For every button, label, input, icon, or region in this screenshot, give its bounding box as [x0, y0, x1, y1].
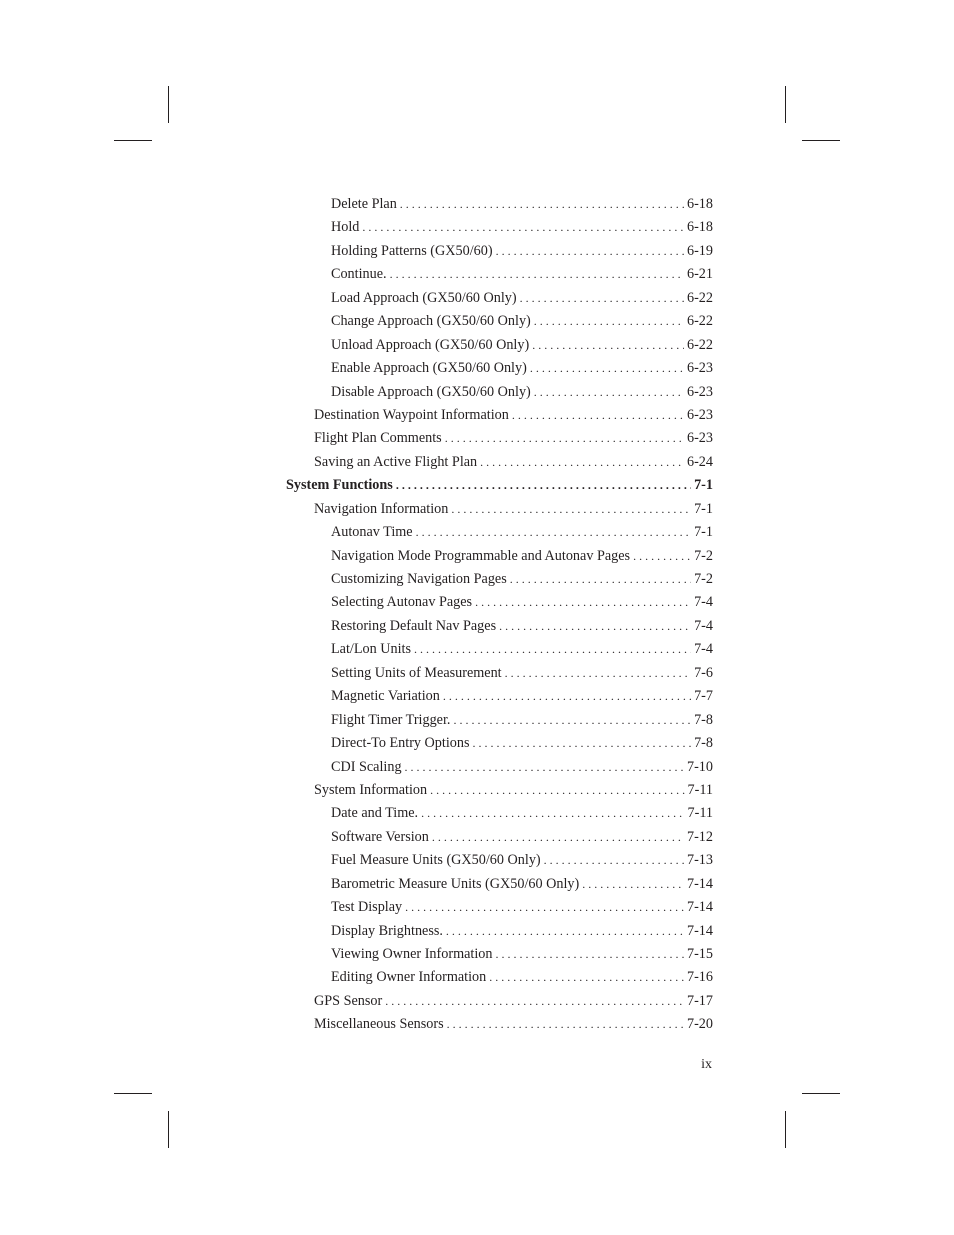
- toc-entry-page: 7-20: [686, 1016, 713, 1033]
- toc-entry-page: 7-16: [686, 969, 713, 986]
- toc-entry[interactable]: [286, 920, 713, 943]
- dot-leader: [414, 638, 691, 661]
- dot-leader: [480, 451, 684, 474]
- toc-entry[interactable]: [286, 404, 713, 427]
- toc-entry[interactable]: [286, 662, 713, 685]
- toc-entry-page: 7-15: [686, 946, 713, 962]
- dot-leader: [534, 310, 684, 333]
- toc-entry[interactable]: [286, 685, 713, 708]
- toc-entry-title: Software Version: [331, 828, 429, 845]
- toc-entry-title: System Functions: [286, 477, 393, 494]
- toc-entry[interactable]: [286, 615, 713, 638]
- toc-entry[interactable]: [286, 779, 713, 802]
- toc-entry[interactable]: [286, 990, 713, 1013]
- dot-leader: [430, 779, 684, 802]
- toc-entry-page: 6-23: [686, 430, 713, 447]
- toc-entry-title: Disable Approach (GX50/60 Only): [331, 383, 531, 400]
- toc-entry[interactable]: [286, 568, 713, 591]
- toc-entry-title: Fuel Measure Units (GX50/60 Only): [331, 852, 541, 869]
- crop-mark-top-left-horizontal: [114, 140, 152, 141]
- dot-leader: [385, 990, 684, 1013]
- page-number: ix: [701, 1057, 712, 1072]
- dot-leader: [633, 545, 691, 568]
- toc-entry[interactable]: [286, 943, 713, 966]
- toc-entry-title: CDI Scaling: [331, 758, 402, 775]
- toc-entry[interactable]: [286, 287, 713, 310]
- toc-entry[interactable]: [286, 263, 713, 286]
- toc-entry-title: Date and Time.: [331, 805, 419, 822]
- toc-entry-title: Continue.: [331, 266, 387, 283]
- dot-leader: [432, 826, 684, 849]
- toc-entry-title: Load Approach (GX50/60 Only): [331, 289, 517, 306]
- toc-entry-page: 7-6: [694, 664, 713, 681]
- toc-entry-title: Hold: [331, 219, 360, 236]
- crop-mark-bottom-left-vertical: [168, 1111, 169, 1148]
- toc-entry-page: 7-14: [686, 899, 713, 916]
- toc-entry-page: 7-14: [686, 875, 713, 892]
- dot-leader: [451, 498, 691, 521]
- toc-entry-page: 7-2: [694, 547, 713, 564]
- toc-entry-title: Delete Plan: [331, 196, 397, 212]
- toc-entry-title: Magnetic Variation: [331, 688, 440, 705]
- toc-entry[interactable]: [286, 966, 713, 989]
- toc-entry-title: Miscellaneous Sensors: [314, 1016, 444, 1033]
- toc-entry[interactable]: [286, 849, 713, 872]
- toc-entry-page: 7-8: [694, 735, 713, 752]
- toc-entry[interactable]: [286, 240, 713, 263]
- toc-entry[interactable]: [286, 357, 713, 380]
- toc-entry-page: 7-1: [694, 477, 713, 494]
- toc-entry[interactable]: [286, 709, 713, 732]
- toc-entry-page: 6-18: [686, 196, 713, 212]
- toc-entry-page: 7-12: [686, 828, 713, 845]
- crop-mark-top-right-horizontal: [802, 140, 840, 141]
- toc-entry[interactable]: [286, 474, 713, 497]
- toc-entry-title: Navigation Mode Programmable and Autonav Pages: [331, 547, 631, 564]
- dot-leader: [520, 287, 684, 310]
- dot-leader: [473, 732, 692, 755]
- dot-leader: [475, 591, 691, 614]
- toc-entry-title: Flight Timer Trigger.: [331, 711, 451, 728]
- toc-entry-title: System Information: [314, 781, 428, 798]
- toc-entry-page: 7-13: [686, 852, 713, 869]
- toc-entry[interactable]: [286, 873, 713, 896]
- dot-leader: [530, 357, 684, 380]
- toc-entry[interactable]: [286, 310, 713, 333]
- toc-entry[interactable]: [286, 638, 713, 661]
- toc-entry-page: 6-22: [686, 336, 713, 353]
- toc-entry[interactable]: [286, 896, 713, 919]
- toc-entry-page: 7-8: [694, 711, 713, 728]
- dot-leader: [443, 685, 691, 708]
- dot-leader: [534, 381, 684, 404]
- toc-entry-title: Unload Approach (GX50/60 Only): [331, 336, 530, 353]
- toc-entry-title: GPS Sensor: [314, 992, 383, 1009]
- toc-entry[interactable]: [286, 498, 713, 521]
- toc-entry[interactable]: [286, 334, 713, 357]
- toc-entry-page: 6-24: [686, 453, 713, 470]
- toc-entry-title: Barometric Measure Units (GX50/60 Only): [331, 875, 580, 892]
- crop-mark-bottom-right-vertical: [785, 1111, 786, 1148]
- dot-leader: [510, 568, 691, 591]
- toc-entry-page: 6-21: [686, 266, 713, 283]
- dot-leader: [390, 263, 684, 286]
- toc-entry[interactable]: [286, 732, 713, 755]
- toc-entry-page: 7-10: [686, 758, 713, 775]
- dot-leader: [495, 943, 684, 966]
- toc-entry[interactable]: [286, 545, 713, 568]
- dot-leader: [396, 474, 691, 497]
- toc-entry-title: Display Brightness.: [331, 922, 443, 939]
- dot-leader: [505, 662, 691, 685]
- dot-leader: [499, 615, 691, 638]
- toc-entry[interactable]: [286, 591, 713, 614]
- toc-entry-title: Change Approach (GX50/60 Only): [331, 313, 531, 330]
- dot-leader: [453, 709, 691, 732]
- toc-entry-page: 7-11: [687, 781, 713, 798]
- toc-entry-title: Viewing Owner Information: [331, 946, 493, 962]
- toc-entry[interactable]: [286, 451, 713, 474]
- toc-entry-title: Flight Plan Comments: [314, 430, 442, 447]
- toc-entry-title: Navigation Information: [314, 500, 449, 517]
- toc-entry-title: Autonav Time: [331, 524, 413, 541]
- toc-entry-page: 6-22: [686, 289, 713, 306]
- toc-entry-page: 7-4: [694, 641, 713, 658]
- toc-entry-page: 7-4: [694, 594, 713, 611]
- toc-entry-page: 7-1: [694, 500, 713, 517]
- dot-leader: [405, 896, 684, 919]
- toc-entry-page: 7-1: [694, 524, 713, 541]
- toc-entry-title: Saving an Active Flight Plan: [314, 453, 478, 470]
- crop-mark-top-left-vertical: [168, 86, 169, 123]
- toc-entry[interactable]: [286, 1013, 713, 1036]
- toc-entry[interactable]: [286, 826, 713, 849]
- toc-entry-title: Restoring Default Nav Pages: [331, 617, 497, 634]
- toc-entry[interactable]: [286, 427, 713, 450]
- toc-entry-page: 7-14: [686, 922, 713, 939]
- toc-entry-page: 7-4: [694, 617, 713, 634]
- toc-entry-title: Customizing Navigation Pages: [331, 571, 507, 587]
- crop-mark-top-right-vertical: [785, 86, 786, 123]
- toc-entry[interactable]: [286, 193, 713, 216]
- toc-entry-title: Destination Waypoint Information: [314, 406, 509, 423]
- toc-entry-page: 6-23: [686, 406, 713, 423]
- dot-leader: [512, 404, 684, 427]
- dot-leader: [405, 756, 684, 779]
- toc-entry-title: Lat/Lon Units: [331, 641, 411, 658]
- crop-mark-bottom-left-horizontal: [114, 1093, 152, 1094]
- dot-leader: [446, 920, 684, 943]
- dot-leader: [496, 240, 684, 263]
- toc-entry[interactable]: [286, 521, 713, 544]
- crop-mark-bottom-right-horizontal: [802, 1093, 840, 1094]
- dot-leader: [416, 521, 691, 544]
- toc-entry-title: Selecting Autonav Pages: [331, 594, 473, 611]
- toc-entry-title: Editing Owner Information: [331, 969, 487, 986]
- toc-entry-title: Enable Approach (GX50/60 Only): [331, 360, 527, 377]
- dot-leader: [582, 873, 684, 896]
- toc-entry-page: 6-18: [686, 219, 713, 236]
- toc-entry-page: 7-2: [694, 571, 713, 587]
- toc-entry-page: 7-11: [687, 805, 713, 822]
- toc-entry-page: 6-23: [686, 383, 713, 400]
- toc-entry-title: Holding Patterns (GX50/60): [331, 242, 493, 259]
- toc-entry[interactable]: [286, 216, 713, 239]
- toc-entry[interactable]: [286, 756, 713, 779]
- toc-entry[interactable]: [286, 381, 713, 404]
- toc-entry[interactable]: [286, 802, 713, 825]
- toc-entry-page: 7-7: [694, 688, 713, 705]
- dot-leader: [447, 1013, 684, 1036]
- dot-leader: [445, 427, 684, 450]
- toc-entry-title: Direct-To Entry Options: [331, 735, 470, 752]
- dot-leader: [421, 802, 684, 825]
- toc-entry-page: 6-22: [686, 313, 713, 330]
- table-of-contents: [286, 193, 713, 1037]
- dot-leader: [362, 216, 684, 239]
- toc-entry-page: 6-23: [686, 360, 713, 377]
- toc-entry-page: 7-17: [686, 992, 713, 1009]
- toc-entry-title: Setting Units of Measurement: [331, 664, 502, 681]
- dot-leader: [400, 193, 684, 216]
- toc-entry-title: Test Display: [331, 899, 403, 916]
- dot-leader: [489, 966, 684, 989]
- dot-leader: [544, 849, 684, 872]
- dot-leader: [532, 334, 684, 357]
- toc-entry-page: 6-19: [686, 242, 713, 259]
